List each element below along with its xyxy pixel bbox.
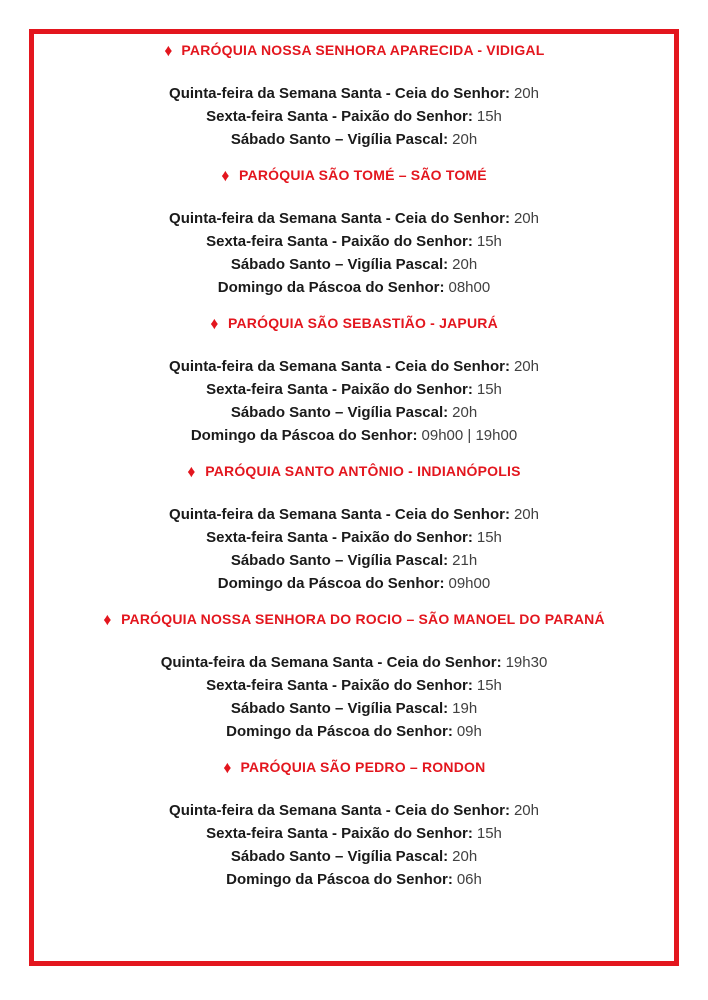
- schedule-time: 09h00 | 19h00: [421, 427, 518, 444]
- schedule-time: 19h30: [505, 654, 548, 671]
- page-frame: [29, 29, 679, 966]
- parish-section: [34, 607, 674, 743]
- schedule-list: [34, 355, 674, 447]
- schedule-label: Sexta-feira Santa - Paixão do Senhor:: [206, 677, 473, 694]
- diamond-icon: ♦: [163, 40, 173, 60]
- schedule-time: 15h: [476, 108, 502, 125]
- schedule-label: Quinta-feira da Semana Santa - Ceia do Senhor:: [160, 654, 502, 671]
- parish-title-text: PARÓQUIA SÃO PEDRO – RONDON: [240, 759, 486, 775]
- schedule-line: [34, 82, 674, 105]
- parish-title-text: PARÓQUIA SÃO SEBASTIÃO - JAPURÁ: [227, 315, 498, 331]
- schedule-label: Sábado Santo – Vigília Pascal:: [230, 404, 449, 421]
- schedule-line: [34, 720, 674, 743]
- schedule-line: [34, 276, 674, 299]
- parish-section: [34, 163, 674, 299]
- schedule-time: 15h: [476, 825, 502, 842]
- schedule-list: [34, 651, 674, 743]
- schedule-time: 20h: [513, 358, 539, 375]
- schedule-line: [34, 845, 674, 868]
- schedule-label: Sábado Santo – Vigília Pascal:: [230, 256, 449, 273]
- schedule-list: [34, 503, 674, 595]
- schedule-label: Sexta-feira Santa - Paixão do Senhor:: [206, 529, 473, 546]
- diamond-icon: ♦: [210, 313, 219, 333]
- parish-title: [34, 163, 674, 187]
- schedule-label: Sexta-feira Santa - Paixão do Senhor:: [206, 825, 473, 842]
- parish-title: [34, 311, 674, 335]
- parish-title: [34, 459, 674, 483]
- schedule-list: [34, 82, 674, 151]
- schedule-time: 20h: [452, 848, 478, 865]
- parish-title: [34, 607, 674, 631]
- schedule-time: 15h: [476, 233, 502, 250]
- schedule-time: 06h: [456, 871, 482, 888]
- schedule-line: [34, 549, 674, 572]
- parish-title-text: PARÓQUIA NOSSA SENHORA DO ROCIO – SÃO MANOEL DO PARANÁ: [121, 611, 605, 627]
- schedule-line: [34, 378, 674, 401]
- schedule-label: Sábado Santo – Vigília Pascal:: [230, 131, 449, 148]
- schedule-time: 20h: [513, 802, 539, 819]
- schedule-line: [34, 651, 674, 674]
- schedule-label: Sábado Santo – Vigília Pascal:: [230, 700, 449, 717]
- diamond-icon: ♦: [222, 757, 232, 777]
- schedule-line: [34, 230, 674, 253]
- schedule-label: Domingo da Páscoa do Senhor:: [226, 871, 453, 888]
- schedule-line: [34, 401, 674, 424]
- parish-title-text: PARÓQUIA NOSSA SENHORA APARECIDA - VIDIGAL: [181, 42, 545, 58]
- schedule-time: 21h: [452, 552, 478, 569]
- schedule-line: [34, 572, 674, 595]
- schedule-line: [34, 253, 674, 276]
- schedule-time: 20h: [452, 404, 478, 421]
- schedule-time: 15h: [476, 677, 502, 694]
- diamond-icon: ♦: [103, 609, 112, 629]
- schedule-time: 08h00: [448, 279, 491, 296]
- parish-section: [34, 311, 674, 447]
- parish-section: [34, 38, 674, 151]
- schedule-line: [34, 207, 674, 230]
- schedule-list: [34, 207, 674, 299]
- schedule-label: Sábado Santo – Vigília Pascal:: [230, 848, 449, 865]
- schedule-label: Quinta-feira da Semana Santa - Ceia do Senhor:: [169, 85, 510, 102]
- schedule-line: [34, 674, 674, 697]
- parish-title-text: PARÓQUIA SANTO ANTÔNIO - INDIANÓPOLIS: [205, 463, 521, 479]
- diamond-icon: ♦: [187, 461, 196, 481]
- schedule-label: Sábado Santo – Vigília Pascal:: [230, 552, 449, 569]
- schedule-label: Sexta-feira Santa - Paixão do Senhor:: [206, 381, 473, 398]
- parish-section: [34, 755, 674, 891]
- schedule-line: [34, 697, 674, 720]
- schedule-label: Quinta-feira da Semana Santa - Ceia do Senhor:: [169, 358, 510, 375]
- schedule-label: Sexta-feira Santa - Paixão do Senhor:: [206, 108, 473, 125]
- schedule-time: 15h: [476, 381, 502, 398]
- schedule-label: Quinta-feira da Semana Santa - Ceia do Senhor:: [169, 210, 510, 227]
- content: [34, 34, 674, 891]
- schedule-time: 20h: [452, 256, 478, 273]
- schedule-label: Domingo da Páscoa do Senhor:: [226, 723, 453, 740]
- schedule-label: Domingo da Páscoa do Senhor:: [190, 427, 418, 444]
- schedule-label: Domingo da Páscoa do Senhor:: [217, 575, 445, 592]
- diamond-icon: ♦: [221, 165, 230, 185]
- schedule-label: Quinta-feira da Semana Santa - Ceia do Senhor:: [169, 506, 510, 523]
- schedule-line: [34, 799, 674, 822]
- parish-section: [34, 459, 674, 595]
- schedule-time: 19h: [452, 700, 478, 717]
- schedule-line: [34, 503, 674, 526]
- schedule-time: 20h: [513, 506, 539, 523]
- schedule-time: 20h: [513, 210, 539, 227]
- parish-title: [34, 755, 674, 779]
- parish-title: [34, 38, 674, 62]
- schedule-time: 09h: [456, 723, 482, 740]
- schedule-line: [34, 105, 674, 128]
- schedule-time: 15h: [476, 529, 502, 546]
- schedule-line: [34, 868, 674, 891]
- schedule-time: 20h: [452, 131, 478, 148]
- schedule-list: [34, 799, 674, 891]
- schedule-label: Quinta-feira da Semana Santa - Ceia do Senhor:: [169, 802, 510, 819]
- parish-title-text: PARÓQUIA SÃO TOMÉ – SÃO TOMÉ: [239, 167, 487, 183]
- schedule-line: [34, 822, 674, 845]
- schedule-line: [34, 355, 674, 378]
- schedule-time: 20h: [513, 85, 539, 102]
- schedule-line: [34, 128, 674, 151]
- schedule-label: Sexta-feira Santa - Paixão do Senhor:: [206, 233, 473, 250]
- schedule-time: 09h00: [448, 575, 491, 592]
- schedule-line: [34, 424, 674, 447]
- schedule-line: [34, 526, 674, 549]
- schedule-label: Domingo da Páscoa do Senhor:: [217, 279, 445, 296]
